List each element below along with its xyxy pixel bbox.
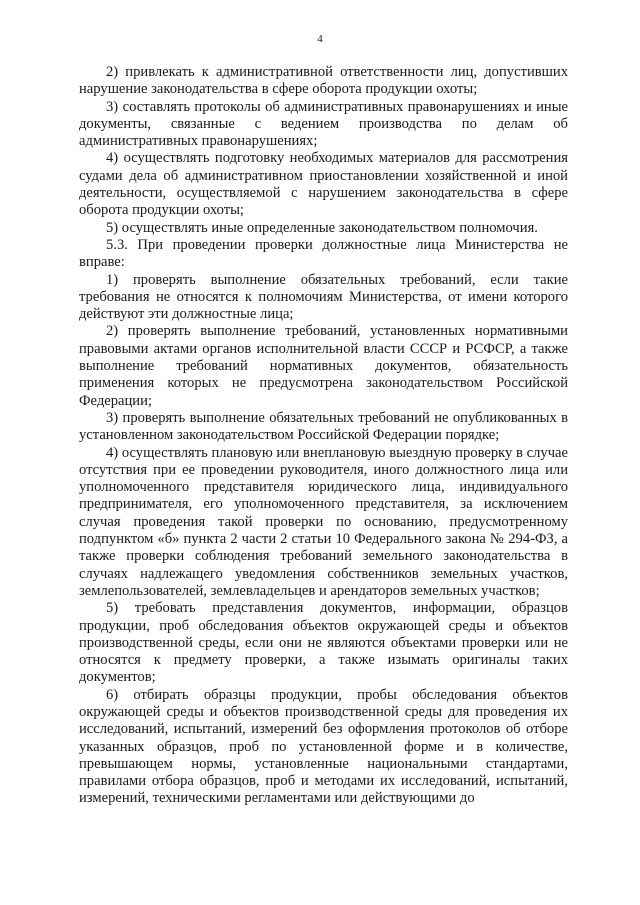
paragraph-item-3: 3) составлять протоколы об административных правонарушениях и иные документы, связанные с ведением производства по делам об административных правонарушениях; bbox=[79, 98, 568, 150]
prohibition-item-5: 5) требовать представления документов, информации, образцов продукции, проб обследования объектов окружающей среды и объектов производственной среды, если они не являются объектами проверки или не относятся к предмету проверки, а также изымать оригиналы таких документов; bbox=[79, 600, 568, 686]
paragraph-item-5: 5) осуществлять иные определенные законодательством полномочия. bbox=[106, 219, 538, 236]
prohibition-item-4: 4) осуществлять плановую или внеплановую выездную проверку в случае отсутствия при ее проведении руководителя, иного должностного лица или уполномоченного представителя юридического лица, индивидуального предпринимателя, его уполномоченного представителя, за исключением случая проведения такой проверки по основанию, предусмотренному подпунктом «б» пункта 2 части 2 статьи 10 Федерального закона № 294-ФЗ, а также проверки соблюдения требований земельного законодательства в случаях надлежащего уведомления собственников земельных участков, землепользователей, землевладельцев и арендаторов земельных участков; bbox=[79, 444, 568, 599]
paragraph-item-4: 4) осуществлять подготовку необходимых материалов для рассмотрения судами дела об административном приостановлении хозяйственной и иной деятельности, осуществляемой с нарушением законодательства в сфере оборота продукции охоты; bbox=[79, 150, 568, 219]
section-5-3-heading: 5.3. При проведении проверки должностные лица Министерства не вправе: bbox=[79, 236, 568, 271]
prohibition-item-6: 6) отбирать образцы продукции, пробы обследования объектов окружающей среды и объектов производственной среды для проведения их исследований, испытаний, измерений без оформления протоколов об отборе указанных образцов, проб по установленной форме и в количестве, превышающем нормы, установленные национальными стандартами, правилами отбора образцов, проб и методами их исследований, испытаний, измерений, техническими регламентами или действующими до bbox=[79, 686, 568, 807]
page-number: 4 bbox=[317, 33, 323, 45]
prohibition-item-2: 2) проверять выполнение требований, установленных нормативными правовыми актами органов исполнительной власти СССР и РСФСР, а также выполнение требований нормативных документов, обязательность применения которых не предусмотрена законодательством Российской Федерации; bbox=[79, 323, 568, 409]
paragraph-item-2: 2) привлекать к административной ответственности лиц, допустивших нарушение законодательства в сфере оборота продукции охоты; bbox=[79, 64, 568, 98]
prohibition-item-3: 3) проверять выполнение обязательных требований не опубликованных в установленном законодательством Российской Федерации порядке; bbox=[79, 409, 568, 444]
document-body bbox=[79, 64, 568, 808]
prohibition-item-1: 1) проверять выполнение обязательных требований, если такие требования не относятся к полномочиям Министерства, от имени которого действуют эти должностные лица; bbox=[79, 271, 568, 323]
